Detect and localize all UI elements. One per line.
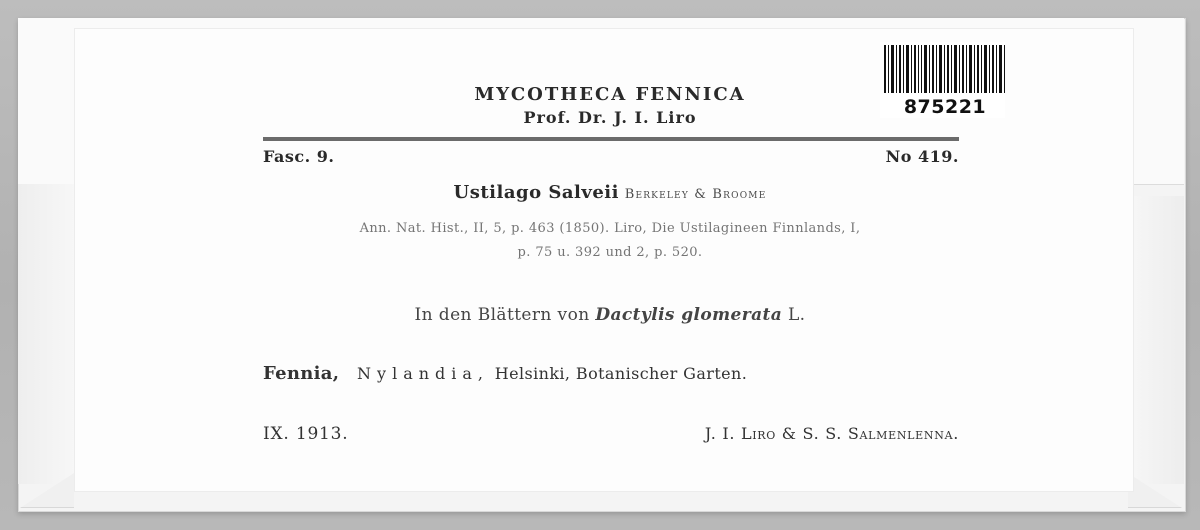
- specimen-number: No 419.: [885, 147, 959, 166]
- collectors: J. I. Liro & S. S. Salmenlenna.: [704, 424, 959, 443]
- species-line: [260, 182, 960, 203]
- citation-line-1: Ann. Nat. Hist., II, 5, p. 463 (1850). Liro, Die Ustilagineen Finnlands, I,: [359, 221, 861, 236]
- header-divider: [263, 137, 959, 141]
- envelope-right-panel: [1127, 196, 1184, 484]
- host-suffix: L.: [787, 305, 806, 325]
- host-line: [260, 305, 960, 325]
- species-authority: Berkeley & Broome: [624, 187, 767, 202]
- host-species: Dactylis glomerata: [595, 305, 783, 325]
- locality-line: [263, 363, 747, 384]
- host-prefix: In den Blättern von: [414, 305, 590, 325]
- series-title: MYCOTHECA FENNICA: [474, 84, 746, 105]
- collection-date: IX. 1913.: [263, 424, 349, 444]
- barcode-number: 875221: [903, 96, 987, 118]
- locality-name: Helsinki, Botanischer Garten.: [494, 364, 748, 383]
- citation-line-2: p. 75 u. 392 und 2, p. 520.: [517, 245, 703, 260]
- fascicle-number: Fasc. 9.: [263, 147, 335, 166]
- barcode-label: [880, 42, 1005, 118]
- species-name: Ustilago Salveii: [453, 182, 619, 203]
- barcode-icon: [884, 45, 1005, 93]
- editor-name: Prof. Dr. J. I. Liro: [523, 108, 697, 127]
- province-name: Nylandia,: [357, 364, 490, 383]
- country-name: Fennia,: [263, 363, 340, 384]
- envelope-left-panel: [18, 184, 76, 484]
